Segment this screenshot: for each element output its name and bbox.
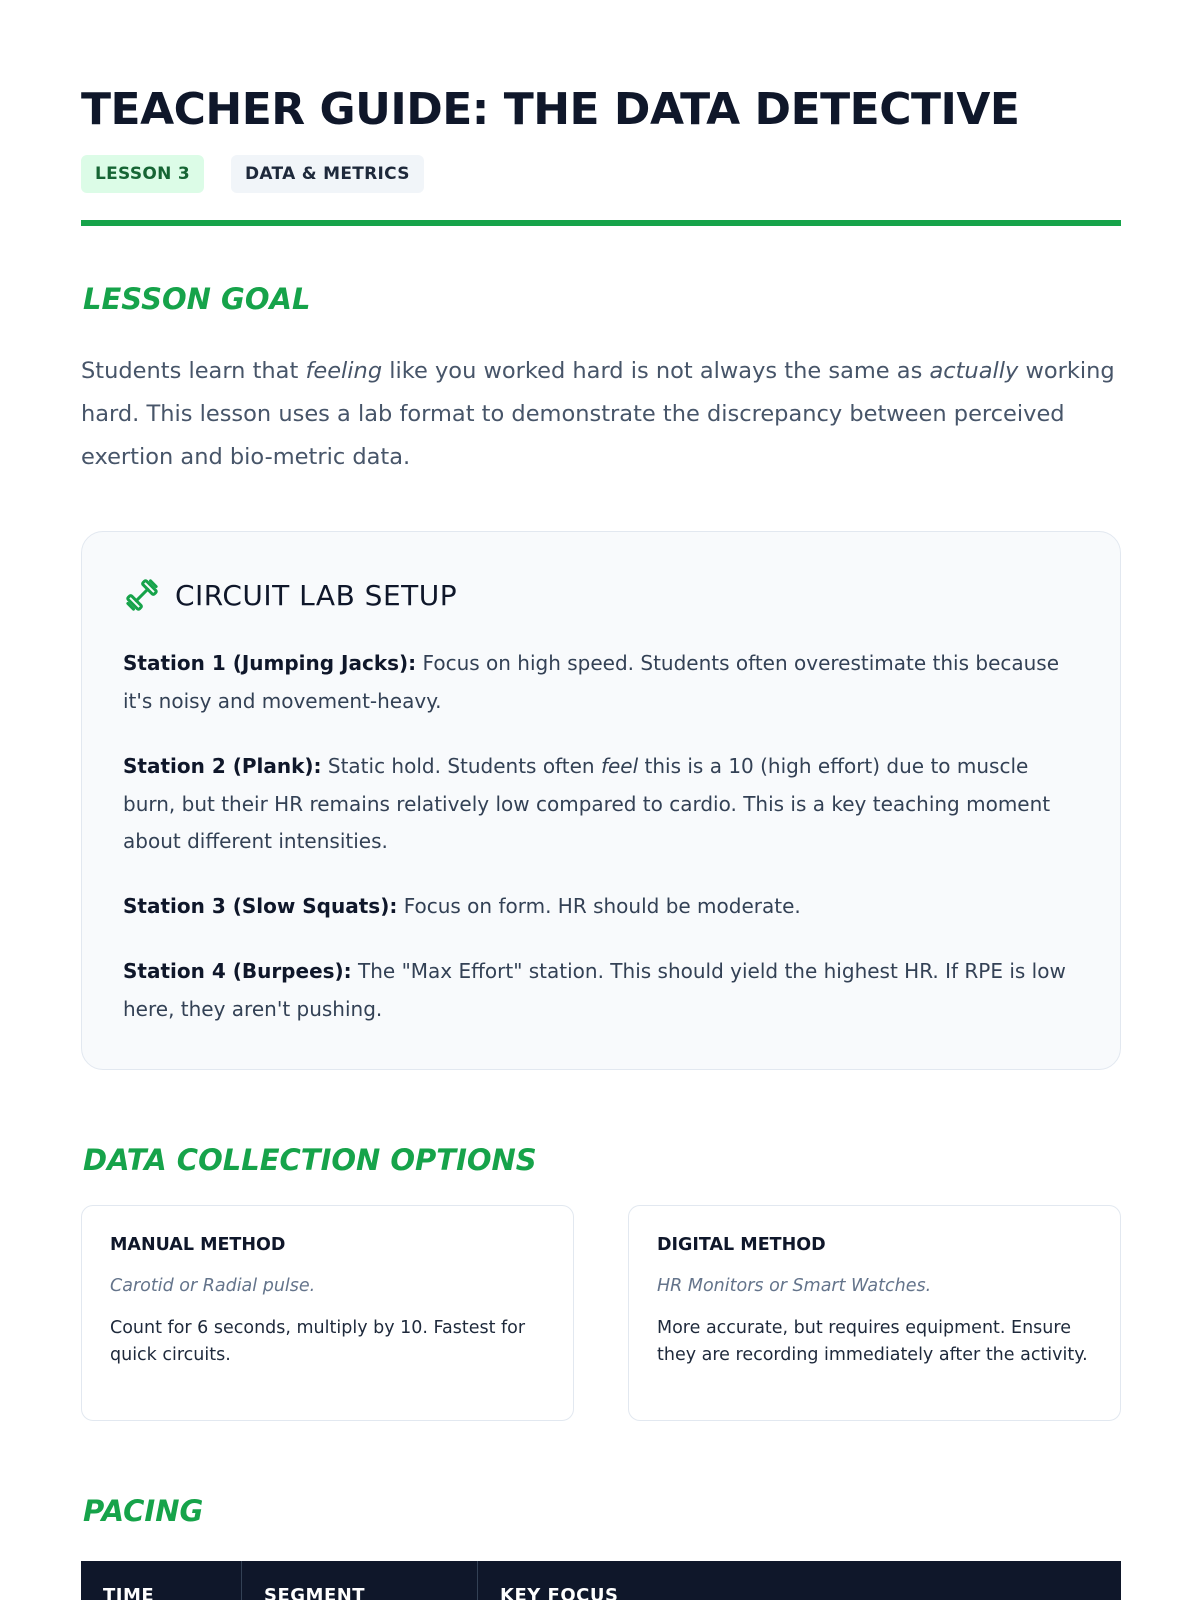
method-description: Count for 6 seconds, multiply by 10. Fastest for quick circuits.	[110, 1318, 526, 1365]
emphasis-feeling: feeling	[305, 358, 383, 384]
column-header-time: TIME	[81, 1561, 242, 1600]
station-3: Station 3 (Slow Squats): Focus on form. HR should be moderate.	[123, 894, 801, 918]
topic-tag: DATA & METRICS	[231, 155, 424, 193]
pacing-table-header	[81, 1561, 1121, 1600]
column-header-segment: SEGMENT	[242, 1561, 478, 1600]
header-divider	[81, 220, 1121, 226]
emphasis-actually: actually	[929, 358, 1019, 384]
dumbbell-icon	[123, 576, 161, 614]
digital-method-card	[628, 1205, 1121, 1421]
column-header-key-focus: KEY FOCUS	[500, 1585, 619, 1600]
lesson-tag: LESSON 3	[81, 155, 204, 193]
method-subtitle: Carotid or Radial pulse.	[110, 1276, 316, 1296]
pacing-heading: PACING	[83, 1494, 204, 1528]
data-collection-heading: DATA COLLECTION OPTIONS	[83, 1143, 537, 1177]
tag-list	[81, 155, 424, 193]
method-subtitle: HR Monitors or Smart Watches.	[657, 1276, 932, 1296]
method-title: MANUAL METHOD	[110, 1235, 286, 1255]
station-4: Station 4 (Burpees): The "Max Effort" station. This should yield the highest HR. If RPE is low here, they aren't pushing.	[123, 959, 1066, 1021]
station-1: Station 1 (Jumping Jacks): Focus on high speed. Students often overestimate this because it's noisy and movement-heavy.	[123, 651, 1060, 713]
circuit-lab-title: CIRCUIT LAB SETUP	[175, 578, 458, 612]
circuit-lab-header	[123, 576, 457, 614]
method-title: DIGITAL METHOD	[657, 1235, 826, 1255]
method-description: More accurate, but requires equipment. Ensure they are recording immediately after the activity.	[657, 1318, 1088, 1365]
lesson-goal-heading: LESSON GOAL	[83, 282, 311, 316]
manual-method-card	[81, 1205, 574, 1421]
lesson-goal-text: Students learn that feeling like you worked hard is not always the same as actually working hard. This lesson uses a lab format to demonstrate the discrepancy between perceived exertion and bio-metric data.	[81, 358, 1115, 470]
circuit-lab-card	[81, 531, 1121, 1070]
page-title: TEACHER GUIDE: THE DATA DETECTIVE	[81, 84, 1020, 135]
station-2: Station 2 (Plank): Static hold. Students often feel this is a 10 (high effort) due to muscle burn, but their HR remains relatively low compared to cardio. This is a key teaching moment about different intensities.	[123, 754, 1051, 853]
